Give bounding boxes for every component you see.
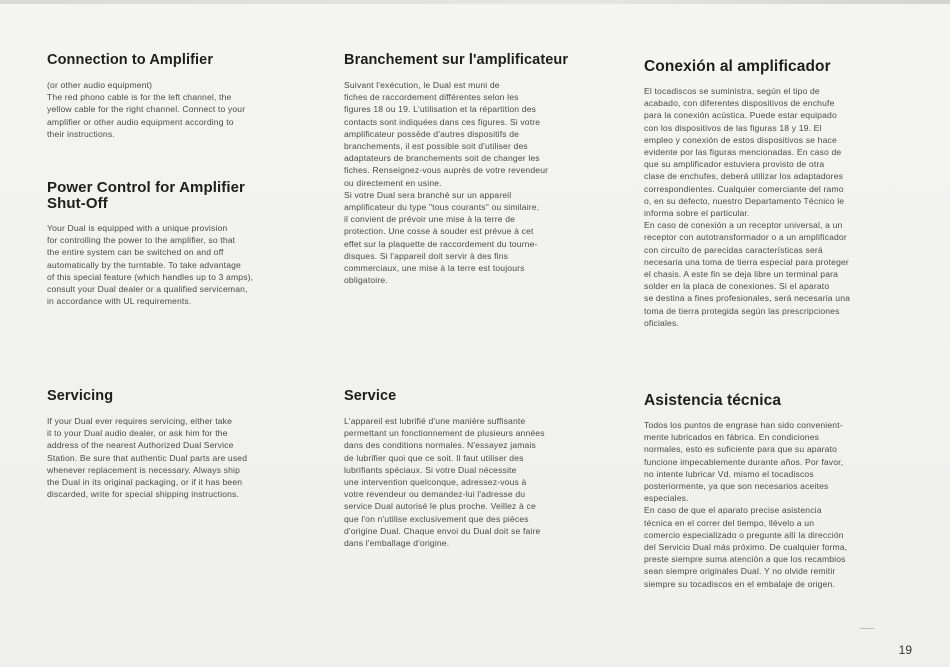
- page-top-edge: [0, 0, 950, 4]
- en-servicing-text: If your Dual ever requires servicing, either take it to your Dual audio dealer, or ask him for the address of the nearest Authorized Dual Service Station. Be sure that authentic Dual parts are used whenever replacement is necessary. Always ship the Dual in its original packaging, or if it has been discarded, write for special shipping instructions.: [47, 416, 248, 500]
- es-service-section: [644, 392, 906, 590]
- fr-connection-title: Branchement sur l'amplificateur: [344, 52, 569, 68]
- es-connection-text: El tocadiscos se suministra, según el tipo de acabado, con diferentes dispositivos de enchufe para la conexión acústica. Puede estar equipado con los dispositivos de las figuras 18 y 19. El empleo y conexión de estos dispositivos se hace evidente por las figuras mencionadas. En caso de que su amplificador estuviera provisto de otra clase de enchufes, deberá utilizar los adaptadores correspondientes. Cualquier comerciante del ramo o, en su defecto, nuestro Departamento Técnico le informa sobre el particular. En caso de conexión a un receptor universal, a un receptor con autotransformador o a un amplificador con circuito de parecidas características será necesaria una toma de tierra especial para proteger el chasis. A este fin se deja libre un terminal para solder en la placa de conexiones. Si el aparato se destina a fines profesionales, será necesaria una toma de tierra protegida según las prescripciones oficiales.: [644, 86, 851, 328]
- en-power-section: [47, 180, 309, 307]
- fr-connection-section: [344, 52, 606, 286]
- scan-mark: [860, 628, 874, 629]
- es-connection-section: [644, 58, 906, 329]
- fr-connection-text: Suivant l'exécution, le Dual est muni de fiches de raccordement différentes selon les figures 18 ou 19. L'utilisation et la répartition des contacts sont indiquées dans ces figures. Si votre amplificateur possède d'autres dispositifs de branchements, il est possible soit d'utiliser des adaptateurs de branchements soit de changer les fiches. Renseignez-vous auprès de votre revendeur ou directement en usine. Si votre Dual sera branché sur un appareil amplificateur du type "tous courants" ou similaire, il convient de prévoir une mise à la terre de protection. Une cosse à souder est prévue à cet effet sur la plaquette de raccordement du tourne- disques. Si l'appareil doit servir à des fins commerciaux, une mise à la terre est toujours obligatoire.: [344, 80, 549, 286]
- fr-service-section: [344, 388, 606, 549]
- en-power-title: Power Control for Amplifier Shut-Off: [47, 179, 245, 212]
- fr-service-title: Service: [344, 388, 397, 404]
- es-service-text: Todos los puntos de engrase han sido convenient- mente lubricados en fábrica. En condiciones normales, esto es suficiente para que su aparato funcione impecablemente durante años. Por favor, no intente lubricar Vd. mismo el tocadiscos posteriormente, ya que son necesarios aceites especiales. En caso de que el aparato precise asistencia técnica en el correr del tiempo, llévelo a un comercio especializado o pregunte allí la dirección del Servicio Dual más próximo. De cualquier forma, preste siempre suma atención a que los recambios sean siempre originales Dual. Y no olvide remitir siempre su tocadiscos en el embalaje de origen.: [644, 420, 848, 589]
- en-servicing-section: [47, 388, 309, 500]
- en-power-text: Your Dual is equipped with a unique provision for controlling the power to the amplifier, so that the entire system can be switched on and off automatically by the turntable. To take advantage of this special feature (which handles up to 3 amps), consult your Dual dealer or a qualified serviceman, in accordance with UL requirements.: [47, 223, 254, 307]
- page-number: 19: [898, 643, 912, 657]
- en-connection-text: (or other audio equipment) The red phono cable is for the left channel, the yellow cable for the right channel. Connect to your amplifier or other audio equipment according to their instructions.: [47, 80, 246, 139]
- es-connection-title: Conexión al amplificador: [644, 58, 831, 75]
- en-servicing-title: Servicing: [47, 388, 114, 404]
- es-service-title: Asistencia técnica: [644, 392, 782, 409]
- en-connection-title: Connection to Amplifier: [47, 52, 214, 68]
- en-connection-section: [47, 52, 309, 140]
- fr-service-text: L'appareil est lubrifié d'une manière suffisante permettant un fonctionnement de plusieurs années dans des conditions normales. N'essayez jamais de lubrifier quoi que ce soit. Il faut utiliser des lubrifiants spéciaux. Si votre Dual nécessite une intervention quelconque, adressez-vous à votre revendeur ou demandez-lui l'adresse du service Dual autorisé le plus proche. Veillez à ce que l'on n'utilise exclusivement que des pièces d'origine Dual. Chaque envoi du Dual doit se faire dans l'emballage d'origine.: [344, 416, 545, 549]
